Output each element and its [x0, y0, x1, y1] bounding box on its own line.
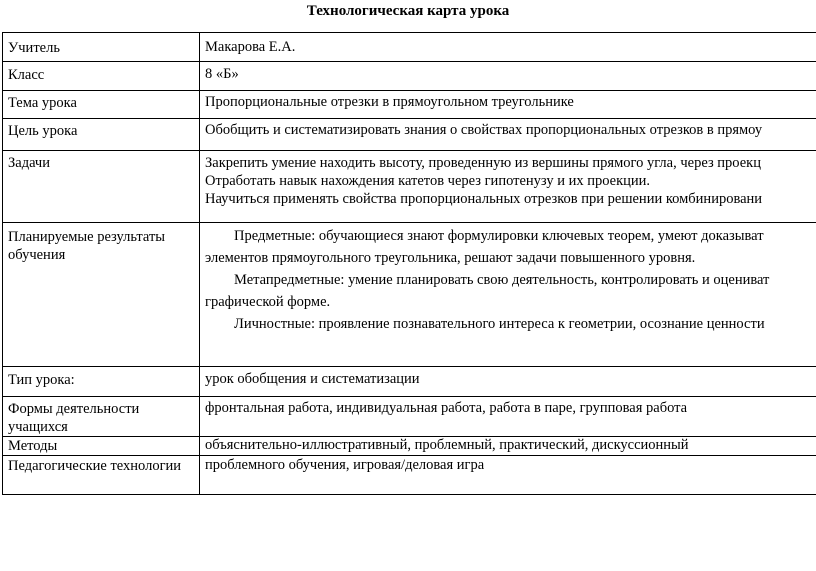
row-value-lesson-type: урок обобщения и систематизации [200, 367, 816, 397]
row-label-topic: Тема урока [3, 91, 200, 119]
row-label-activity-forms: Формы деятельности учащихся [3, 397, 200, 437]
result-line: Предметные: обучающиеся знают формулировки ключевых теорем, умеют доказыват [234, 228, 764, 244]
row-value-activity-forms: фронтальная работа, индивидуальная работа, работа в паре, групповая работа [200, 397, 816, 437]
row-label-results: Планируемые результаты обучения [3, 223, 200, 367]
table-row [3, 223, 816, 367]
row-label-class: Класс [3, 62, 200, 91]
task-line: Закрепить умение находить высоту, проведенную из вершины прямого угла, через проекц [205, 155, 761, 171]
row-label-technologies: Педагогические технологии [3, 456, 200, 495]
row-label-teacher: Учитель [3, 33, 200, 62]
table-row [3, 62, 816, 91]
table-row [3, 456, 816, 495]
row-value-goal: Обобщить и систематизировать знания о свойствах пропорциональных отрезков в прямоу [200, 119, 816, 151]
table-row [3, 437, 816, 456]
row-label-tasks: Задачи [3, 151, 200, 223]
result-line: элементов прямоугольного треугольника, решают задачи повышенного уровня. [205, 250, 696, 266]
lesson-plan-table [2, 32, 816, 495]
row-value-class: 8 «Б» [200, 62, 816, 91]
result-line: графической форме. [205, 294, 331, 310]
result-line: Метапредметные: умение планировать свою деятельность, контролировать и оцениват [234, 272, 770, 288]
row-value-results [200, 223, 816, 367]
row-value-tasks [200, 151, 816, 223]
row-label-goal: Цель урока [3, 119, 200, 151]
result-line: Личностные: проявление познавательного интереса к геометрии, осознание ценности [234, 316, 765, 332]
row-value-teacher: Макарова Е.А. [200, 33, 816, 62]
row-value-methods: объяснительно-иллюстративный, проблемный, практический, дискуссионный [200, 437, 816, 456]
row-label-methods: Методы [3, 437, 200, 456]
row-value-topic: Пропорциональные отрезки в прямоугольном треугольнике [200, 91, 816, 119]
task-line: Отработать навык нахождения катетов через гипотенузу и их проекции. [205, 173, 651, 189]
task-line: Научиться применять свойства пропорциональных отрезков при решении комбинировани [205, 191, 763, 207]
table-row [3, 151, 816, 223]
table-row [3, 119, 816, 151]
page-title: Технологическая карта урока [306, 3, 510, 19]
row-value-technologies: проблемного обучения, игровая/деловая игра [200, 456, 816, 495]
table-row [3, 397, 816, 437]
table-row [3, 367, 816, 397]
table-row [3, 91, 816, 119]
table-row [3, 33, 816, 62]
row-label-lesson-type: Тип урока: [3, 367, 200, 397]
